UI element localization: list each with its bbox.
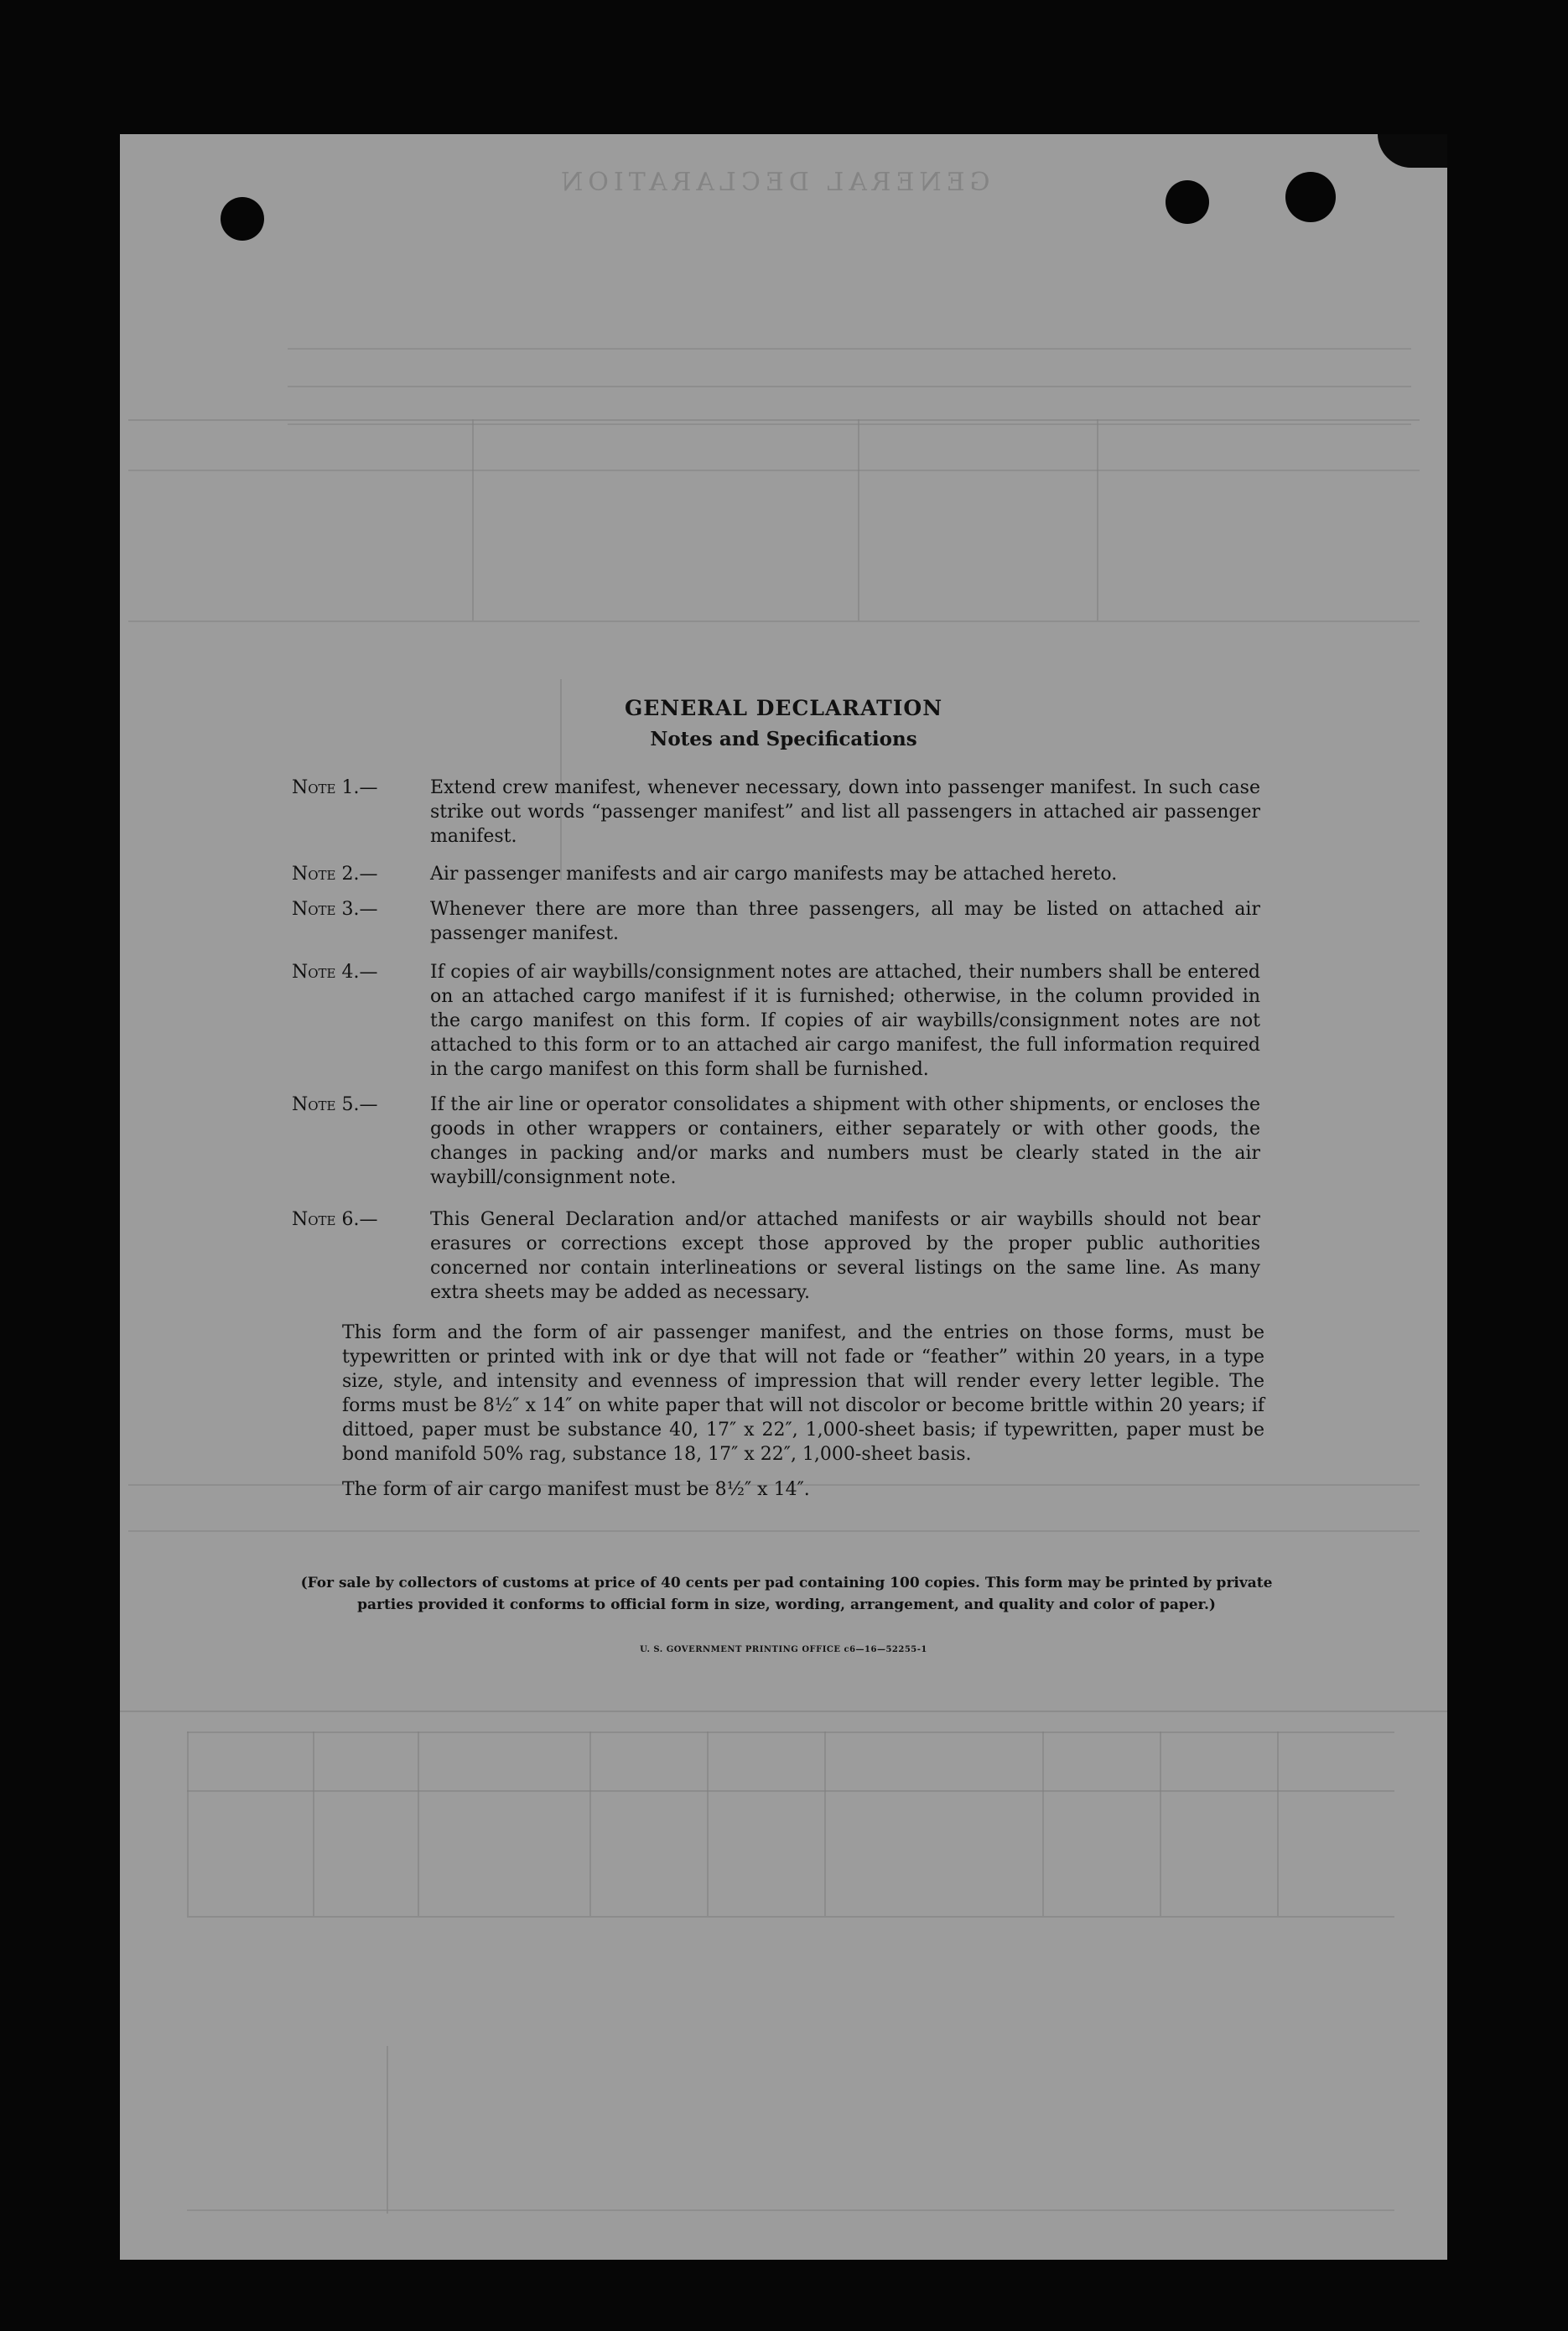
bleed-line xyxy=(1097,419,1098,620)
note-4 xyxy=(292,960,1260,1082)
bleed-line xyxy=(128,419,1420,421)
note-label: Note 1.— xyxy=(292,777,378,798)
sale-notice: (For sale by collectors of customs at price of 40 cents per pad containing 100 copies. This form may be printed by private parties provided it conforms to official form in size, wording, arrangement, and quality and color of paper.) xyxy=(300,1575,1273,1613)
printer-imprint: U. S. GOVERNMENT PRINTING OFFICE c6—16—52255-1 xyxy=(640,1645,927,1654)
bleed-line xyxy=(1277,1731,1279,1916)
bleed-line xyxy=(288,386,1411,387)
bleed-line xyxy=(187,1731,189,1916)
note-text: If copies of air waybills/consignment notes are attached, their numbers shall be entered on an attached cargo manifest if it is furnished; otherwise, in the column provided in the cargo manifest on this form. If copies of air waybills/consignment notes are not attached to this form or to an attached air cargo manifest, the full information required in the cargo manifest on this form shall be furnished. xyxy=(430,962,1260,1080)
note-text: Whenever there are more than three passengers, all may be listed on attached air passenger manifest. xyxy=(430,899,1260,944)
bleed-line xyxy=(128,1530,1420,1532)
note-3 xyxy=(292,897,1260,946)
bleed-line xyxy=(472,419,474,620)
declaration-title: GENERAL DECLARATION xyxy=(624,696,943,720)
bleed-line xyxy=(128,620,1420,622)
note-label: Note 6.— xyxy=(292,1209,378,1230)
note-5 xyxy=(292,1093,1260,1190)
bleed-line xyxy=(120,1711,1447,1712)
note-6 xyxy=(292,1207,1260,1305)
bleed-line xyxy=(187,1731,1394,1733)
note-text: This General Declaration and/or attached manifests or air waybills should not bear erasures or corrections except those approved by the proper public authorities concerned nor contain interlineations or several listings on the same line. As many extra sheets may be added as necessary. xyxy=(430,1209,1260,1303)
punch-hole xyxy=(1166,180,1209,224)
bleed-line xyxy=(387,2046,388,2214)
bleed-line xyxy=(313,1731,314,1916)
bleed-line xyxy=(187,1790,1394,1792)
note-label: Note 2.— xyxy=(292,864,378,885)
declaration-subtitle: Notes and Specifications xyxy=(650,728,917,750)
bleed-line xyxy=(1042,1731,1044,1916)
bleed-line xyxy=(288,348,1411,350)
note-label: Note 3.— xyxy=(292,899,378,920)
bleed-line xyxy=(418,1731,419,1916)
bleed-line xyxy=(128,470,1420,471)
bleed-through-heading: GENERAL DECLARATION xyxy=(556,168,990,197)
bleed-line xyxy=(858,419,859,620)
note-2 xyxy=(292,862,1260,886)
bleed-line xyxy=(824,1731,826,1916)
bleed-line xyxy=(187,1916,1394,1918)
note-text: If the air line or operator consolidates a shipment with other shipments, or encloses the goods in other wrappers or containers, either separately or with other goods, the changes in packing and/or marks and numbers must be clearly stated in the air waybill/consignment note. xyxy=(430,1094,1260,1188)
bleed-line xyxy=(1160,1731,1161,1916)
form-specification-paragraph: This form and the form of air passenger manifest, and the entries on those forms, must be typewritten or printed with ink or dye that will not fade or “feather” within 20 years, in a type size, style, and intensity and evenness of impression that will render every letter legible. The forms must be 8½″ x 14″ on white paper that will not discolor or become brittle within 20 years; if dittoed, paper must be substance 40, 17″ x 22″, 1,000-sheet basis; if typewritten, paper must be bond manifold 50% rag, substance 18, 17″ x 22″, 1,000-sheet basis. xyxy=(342,1322,1264,1465)
note-1 xyxy=(292,776,1260,849)
cargo-manifest-size-line: The form of air cargo manifest must be 8½″ x 14″. xyxy=(342,1479,810,1500)
bleed-line xyxy=(187,2209,1394,2211)
note-label: Note 4.— xyxy=(292,962,378,983)
punch-hole xyxy=(1285,172,1336,222)
bleed-line xyxy=(288,423,1411,425)
bleed-line xyxy=(589,1731,591,1916)
torn-corner xyxy=(1378,134,1447,168)
document-sheet xyxy=(120,134,1447,2260)
note-text: Air passenger manifests and air cargo manifests may be attached hereto. xyxy=(430,864,1118,885)
note-text: Extend crew manifest, whenever necessary, down into passenger manifest. In such case strike out words “passenger manifest” and list all passengers in attached air passenger manifest. xyxy=(430,777,1260,847)
bleed-line xyxy=(707,1731,709,1916)
punch-hole xyxy=(221,197,264,241)
note-label: Note 5.— xyxy=(292,1094,378,1115)
